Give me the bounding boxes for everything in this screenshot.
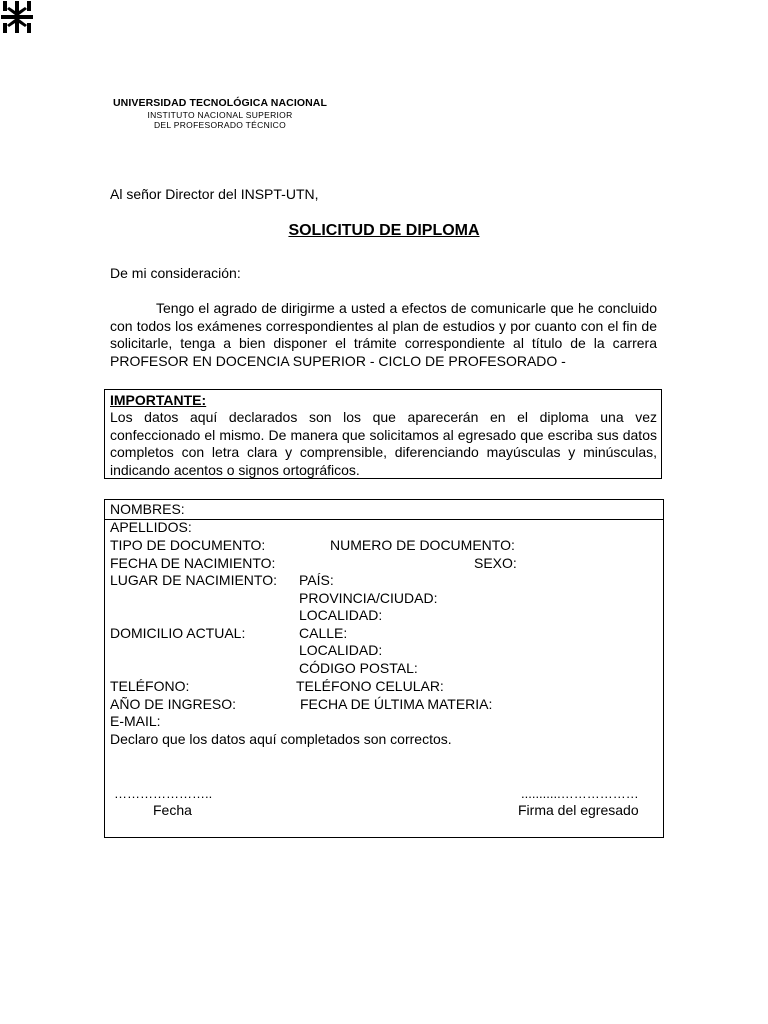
addressee: Al señor Director del INSPT-UTN,: [110, 186, 319, 202]
localidad-domicilio-label: LOCALIDAD:: [299, 642, 383, 658]
date-label: Fecha: [153, 802, 192, 818]
signature-dotted-line: ...........………………: [521, 786, 639, 801]
declaration-text: Declaro que los datos aquí completados son correctos.: [110, 731, 452, 747]
apellidos-label: APELLIDOS:: [110, 519, 192, 535]
anio-ingreso-label: AÑO DE INGRESO:: [110, 696, 237, 712]
telefono-celular-label: TELÉFONO CELULAR:: [296, 678, 444, 694]
localidad-nacimiento-label: LOCALIDAD:: [299, 607, 383, 623]
body-paragraph: Tengo el agrado de dirigirme a usted a efectos de comunicarle que he concluido con todos los exámenes correspondientes al plan de estudios y por cuanto con el fin de solicitarle, tenga a bien disponer el trámite correspondiente al título de la carrera PROFESOR EN DOCENCIA SUPERIOR - CICLO DE PROFESORADO -: [110, 300, 657, 369]
institution-name: UNIVERSIDAD TECNOLÓGICA NACIONAL: [113, 97, 327, 109]
fecha-nacimiento-label: FECHA DE NACIMIENTO:: [110, 555, 276, 571]
important-text: Los datos aquí declarados son los que aparecerán en el diploma una vez confeccionado el mismo. De manera que solicitamos al egresado que escriba sus datos completos con letra clara y comprensible, diferenciando mayúsculas y minúsculas, indicando acentos o signos ortográficos.: [110, 409, 657, 478]
signature-label: Firma del egresado: [518, 802, 639, 818]
utn-logo-icon: [0, 0, 34, 34]
page-title: SOLICITUD DE DIPLOMA: [288, 222, 480, 239]
telefono-label: TELÉFONO:: [110, 678, 190, 694]
calle-label: CALLE:: [299, 625, 348, 641]
nombres-field-box: [104, 499, 664, 520]
fecha-ultima-materia-label: FECHA DE ÚLTIMA MATERIA:: [300, 696, 493, 712]
institute-line-1: INSTITUTO NACIONAL SUPERIOR: [147, 110, 293, 120]
provincia-ciudad-label: PROVINCIA/CIUDAD:: [299, 590, 438, 606]
tipo-documento-label: TIPO DE DOCUMENTO:: [110, 537, 266, 553]
nombres-label: NOMBRES:: [110, 501, 185, 517]
sexo-label: SEXO:: [474, 555, 517, 571]
institute-line-2: DEL PROFESORADO TÉCNICO: [153, 120, 287, 130]
lugar-nacimiento-label: LUGAR DE NACIMIENTO:: [110, 572, 277, 588]
codigo-postal-label: CÓDIGO POSTAL:: [299, 660, 418, 676]
date-dotted-line: …………………..: [114, 786, 213, 801]
important-heading: IMPORTANTE:: [110, 392, 207, 408]
domicilio-actual-label: DOMICILIO ACTUAL:: [110, 625, 246, 641]
email-label: E-MAIL:: [110, 713, 161, 729]
numero-documento-label: NUMERO DE DOCUMENTO:: [330, 537, 515, 553]
greeting: De mi consideración:: [110, 265, 241, 281]
pais-label: PAÍS:: [299, 572, 334, 588]
